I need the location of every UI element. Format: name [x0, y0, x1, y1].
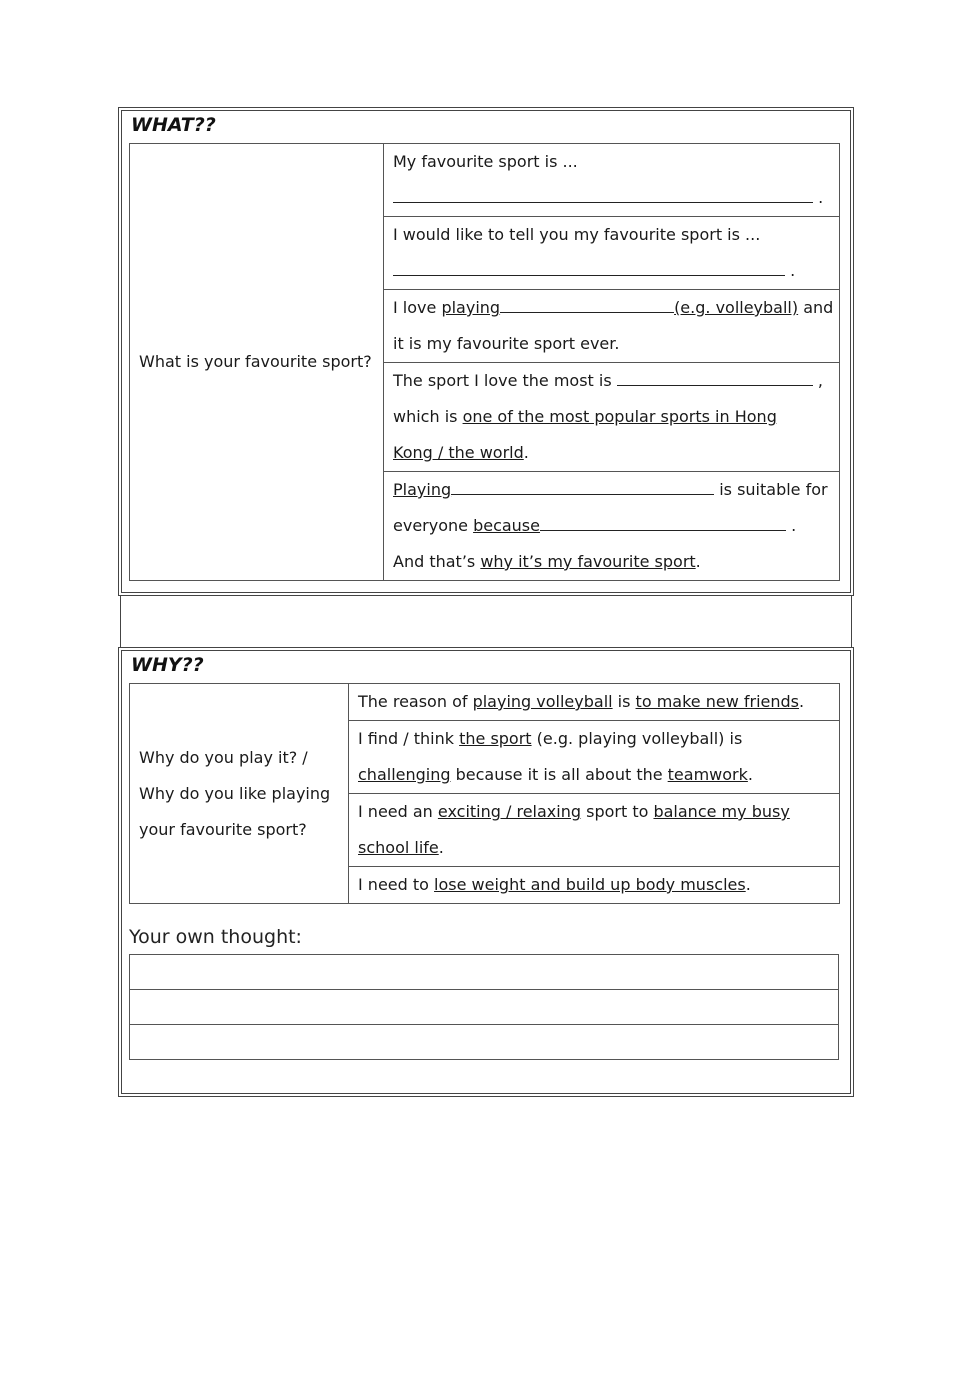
own-thought-line[interactable]	[130, 955, 839, 990]
why-section-title: WHY??	[131, 654, 204, 676]
what-section-title: WHAT??	[131, 114, 216, 136]
what-answer-4: The sport I love the most is , which is one of the most popular sports in Hong Kong / the world.	[384, 363, 840, 472]
answer-blank[interactable]	[393, 260, 785, 276]
why-table	[129, 683, 840, 904]
answer-blank[interactable]	[540, 515, 786, 531]
section-spacer	[120, 596, 852, 648]
what-question: What is your favourite sport?	[130, 144, 384, 581]
own-thought-line[interactable]	[130, 1025, 839, 1060]
what-answer-1: My favourite sport is ... .	[384, 144, 840, 217]
what-answer-3: I love playing (e.g. volleyball) and it is my favourite sport ever.	[384, 290, 840, 363]
what-section	[118, 107, 854, 596]
why-answer-2: I find / think the sport (e.g. playing volleyball) is challenging because it is all about the teamwork.	[349, 721, 840, 794]
why-question: Why do you play it? / Why do you like playing your favourite sport?	[130, 684, 349, 904]
why-answer-1: The reason of playing volleyball is to make new friends.	[349, 684, 840, 721]
what-answer-5: Playing is suitable for everyone because . And that’s why it’s my favourite sport.	[384, 472, 840, 581]
what-table	[129, 143, 840, 581]
what-answer-2: I would like to tell you my favourite sport is ... .	[384, 217, 840, 290]
own-thought-line[interactable]	[130, 990, 839, 1025]
own-thought-table	[129, 954, 839, 1060]
answer-blank[interactable]	[393, 187, 813, 203]
why-answer-4: I need to lose weight and build up body muscles.	[349, 867, 840, 904]
answer-blank[interactable]	[500, 297, 674, 313]
answer-blank[interactable]	[617, 370, 813, 386]
answer-blank[interactable]	[451, 479, 714, 495]
why-answer-3: I need an exciting / relaxing sport to balance my busy school life.	[349, 794, 840, 867]
own-thought-label: Your own thought:	[129, 926, 302, 948]
why-section	[118, 647, 854, 1097]
